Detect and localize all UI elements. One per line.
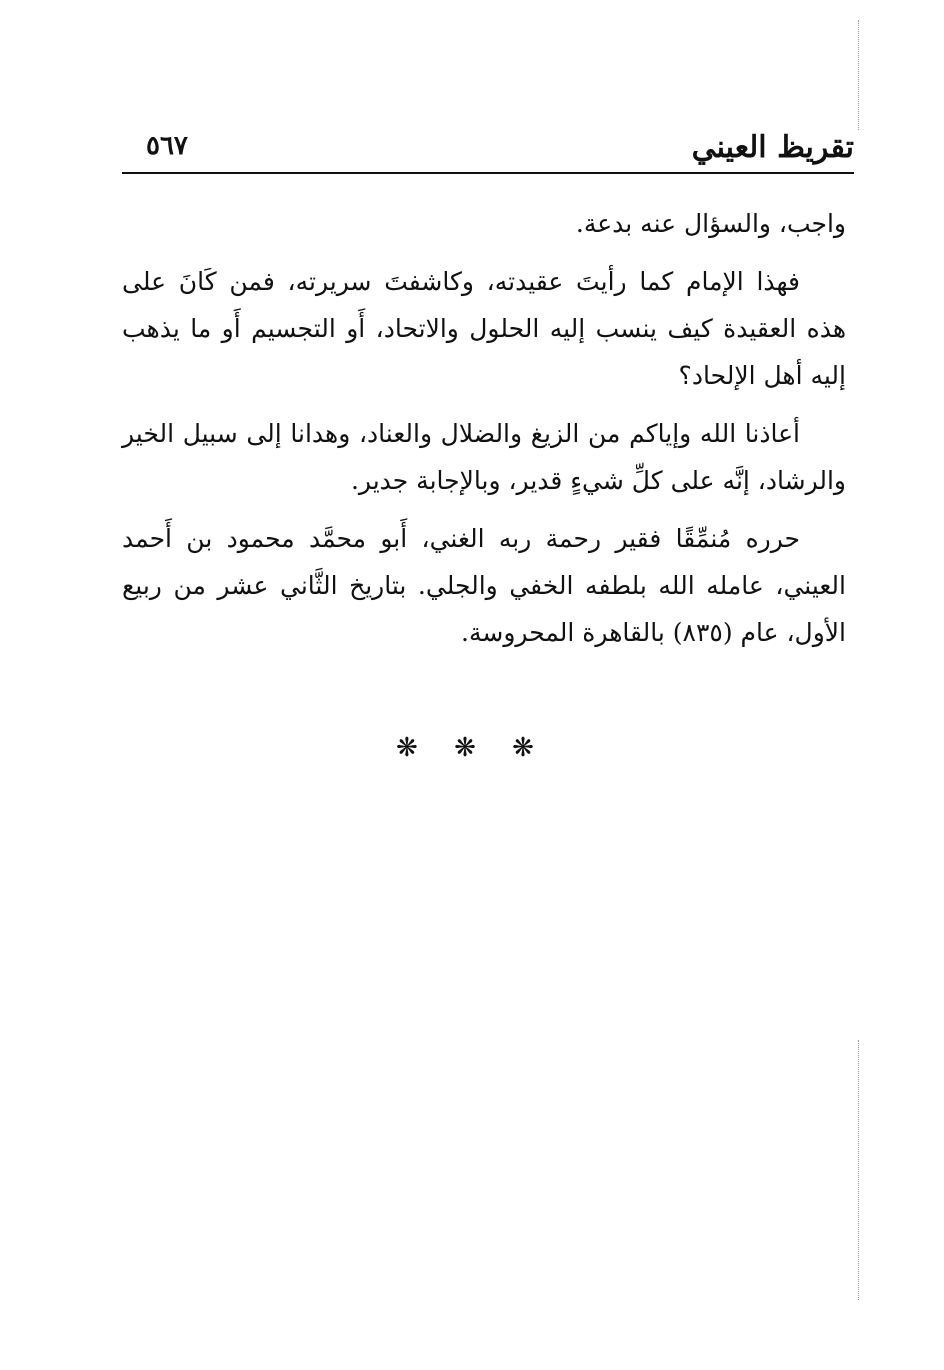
running-title: تقريظ العيني [691,130,854,165]
paragraph-signature: حرره مُنمِّقًا فقير رحمة ربه الغني، أَبو محمَّد محمود بن أَحمد العيني، عامله الله بلطفه الخفي والجلي. بتاريخ الثَّاني عشر من ربيع الأول، عام (٨٣٥) بالقاهرة المحروسة. [122,524,846,647]
paragraph-imam-belief: فهذا الإمام كما رأيتَ عقيدته، وكاشفتَ سريرته، فمن كَانَ على هذه العقيدة كيف ينسب إليه الحلول والاتحاد، أَو التجسيم أَو ما يذهب إليه أهل الإلحاد؟ [122,267,846,390]
page-header [122,126,854,174]
body-text [122,200,846,667]
paragraph-continuation: واجب، والسؤال عنه بدعة. [575,209,846,238]
scan-margin-dots-bottom [858,1040,863,1300]
scan-margin-dots-top [858,20,863,130]
paragraph-supplication: أعاذنا الله وإياكم من الزيغ والضلال والعناد، وهدانا إلى سبيل الخير والرشاد، إنَّه على كلِّ شيءٍ قدير، وبالإجابة جدير. [122,419,846,495]
section-separator: ❋ ❋ ❋ [396,733,548,763]
page-number: ٥٦٧ [146,131,188,161]
